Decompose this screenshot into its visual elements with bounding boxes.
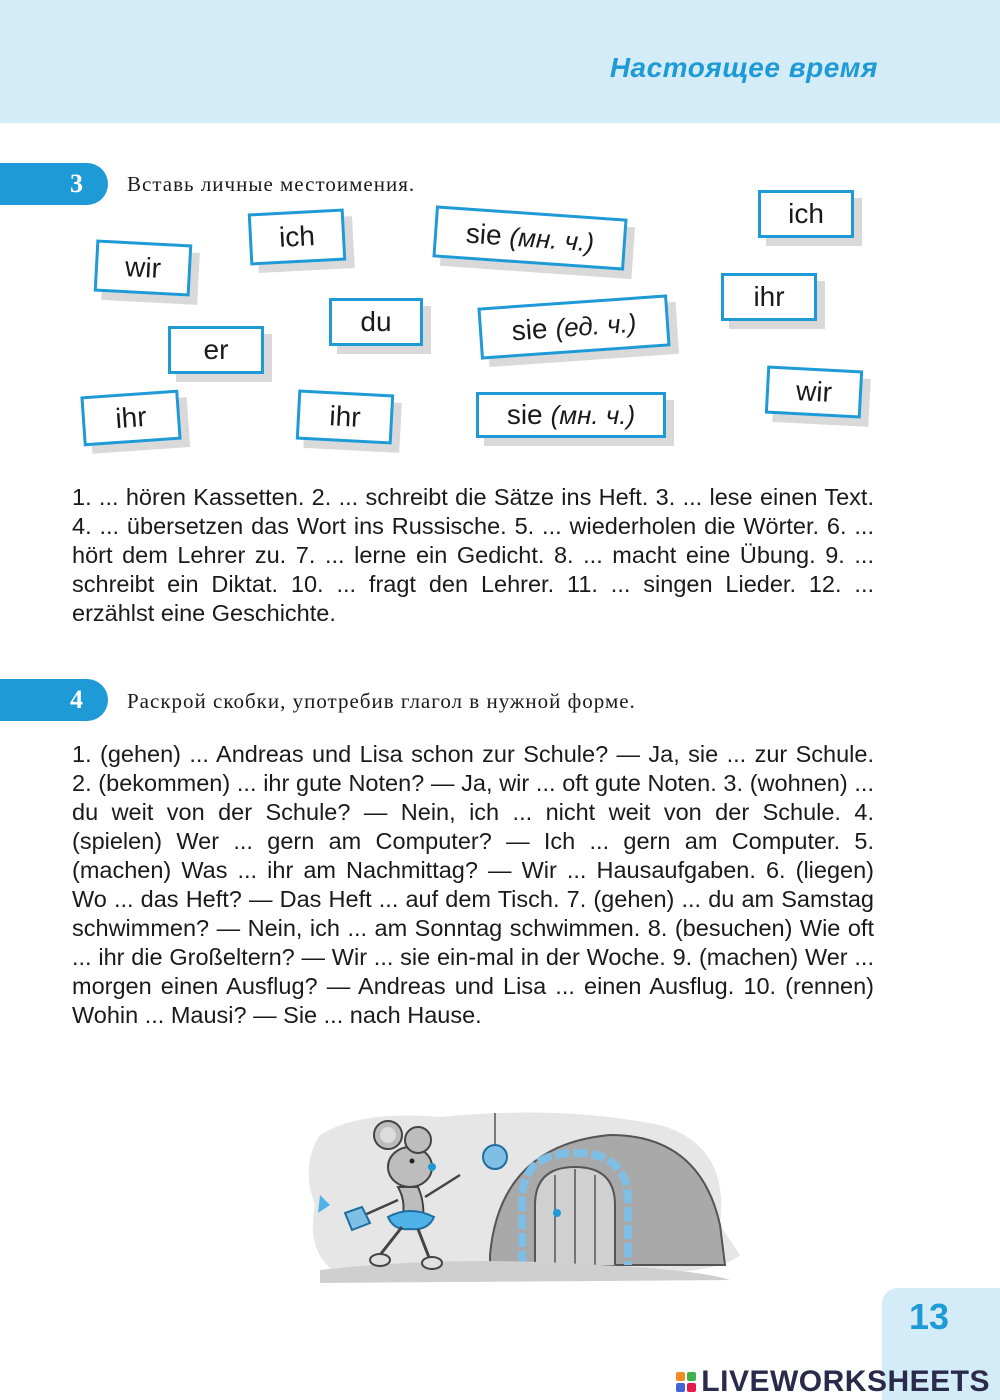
exercise-3-instruction: Вставь личные местоимения. <box>127 172 416 196</box>
pronoun-card-word: ich <box>788 198 824 229</box>
section-title: Настоящее время <box>609 52 878 83</box>
pronoun-card-note: (ед. ч.) <box>554 307 638 343</box>
pronoun-card[interactable] <box>329 298 423 346</box>
pronoun-card[interactable] <box>432 205 627 270</box>
pronoun-card-note: (мн. ч.) <box>550 399 636 430</box>
page-number: 13 <box>908 1296 950 1337</box>
pronoun-card-note: (мн. ч.) <box>508 221 596 257</box>
pronoun-card-word: sie <box>464 217 503 251</box>
exercise-3-number: 3 <box>0 163 108 205</box>
pronoun-card-word: sie <box>506 399 543 430</box>
pronoun-card-word: er <box>203 334 229 365</box>
pronoun-card[interactable] <box>758 190 854 238</box>
liveworksheets-logo-icon <box>676 1372 696 1392</box>
pronoun-card[interactable] <box>168 326 264 374</box>
pronoun-card[interactable] <box>765 366 863 419</box>
pronoun-card-word: ihr <box>114 400 148 435</box>
pronoun-card-word: ihr <box>328 400 362 433</box>
exercise-3-text: 1. ... hören Kassetten. 2. ... schreibt die Sätze ins Heft. 3. ... lese einen Text. 4. ... übersetzen das Wort ins Russische. 5. ... wiederholen die Wörter. 6. ... hört dem Lehrer zu. 7. ... lerne ein Gedicht. 8. ... macht eine Übung. 9. ... schreibt ein Diktat. 10. ... fragt den Lehrer. 11. ... singen Lieder. 12. ... erzählst eine Geschichte. <box>72 484 874 626</box>
pronoun-card-word: du <box>360 306 392 337</box>
exercise-4-number: 4 <box>0 679 108 721</box>
pronoun-card[interactable] <box>248 209 347 266</box>
brand-watermark <box>676 1365 990 1399</box>
mouse-and-burrow-illustration <box>300 1105 745 1290</box>
pronoun-card-word: wir <box>795 375 833 408</box>
pronoun-card-word: sie <box>510 312 549 347</box>
exercise-4-text: 1. (gehen) ... Andreas und Lisa schon zur Schule? — Ja, sie ... zur Schule. 2. (bekommen) ... ihr gute Noten? — Ja, wir ... oft gute Noten. 3. (wohnen) ... du weit von der Schule? — Nein, ich ... nicht weit von der Schule. 4. (spielen) Wer ... gern am Computer? — Ich ... gern am Computer. 5. (machen) Was ... ihr am Nachmittag? — Wir ... Hausaufgaben. 6. (liegen) Wo ... das Heft? — Das Heft ... auf dem Tisch. 7. (gehen) ... du am Samstag schwimmen? — Nein, ich ... am Sonntag schwimmen. 8. (besuchen) Wie oft ... ihr die Großeltern? — Wir ... sie ein-mal in der Woche. 9. (machen) Wer ... morgen einen Ausflug? — Andreas und Lisa ... einen Ausflug. 10. (rennen) Wohin ... Mausi? — Sie ... nach Hause. <box>72 741 874 1028</box>
pronoun-card-word: ihr <box>753 281 785 312</box>
pronoun-card[interactable] <box>721 273 817 321</box>
pronoun-card[interactable] <box>296 390 394 445</box>
pronoun-card-word: wir <box>124 251 162 284</box>
pronoun-card[interactable] <box>477 294 670 359</box>
brand-name: LIVEWORKSHEETS <box>701 1365 990 1398</box>
pronoun-card[interactable] <box>476 392 666 438</box>
pronoun-card[interactable] <box>80 390 181 447</box>
pronoun-card-word: ich <box>278 220 316 253</box>
pronoun-card[interactable] <box>94 240 193 297</box>
exercise-4-instruction: Раскрой скобки, употребив глагол в нужной форме. <box>127 689 636 713</box>
